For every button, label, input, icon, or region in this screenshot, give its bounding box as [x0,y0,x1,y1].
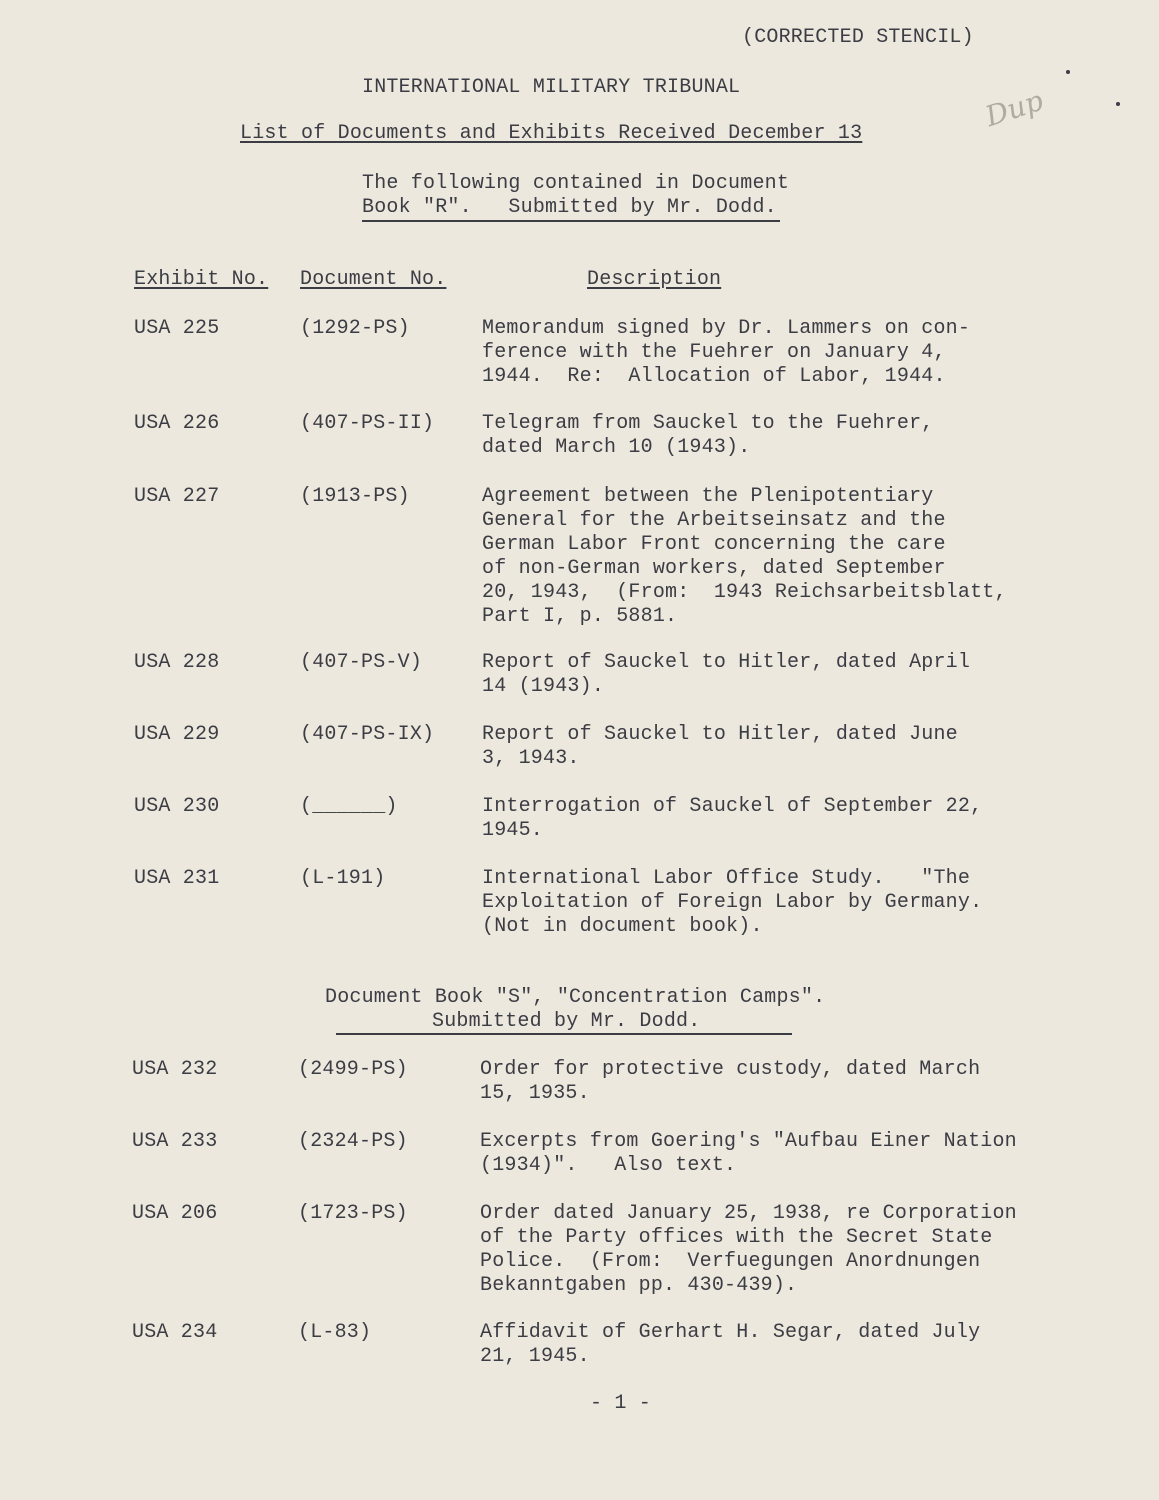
document-no: (2324-PS) [298,1130,408,1153]
exhibit-no: USA 233 [132,1130,218,1153]
exhibit-no: USA 229 [134,723,220,746]
description-line: 15, 1935. [480,1082,590,1105]
description-line: Order for protective custody, dated March [480,1058,981,1081]
document-title: INTERNATIONAL MILITARY TRIBUNAL [362,76,741,99]
exhibit-no: USA 230 [134,795,220,818]
document-subtitle: List of Documents and Exhibits Received December 13 [240,122,863,145]
section2-underline [336,1033,792,1035]
description-line: Exploitation of Foreign Labor by Germany. [482,891,983,914]
exhibit-no: USA 227 [134,485,220,508]
description-line: Report of Sauckel to Hitler, dated June [482,723,958,746]
section2-line1: Document Book "S", "Concentration Camps". [325,986,826,1009]
exhibit-no: USA 206 [132,1202,218,1225]
exhibit-no: USA 232 [132,1058,218,1081]
section1-line2: Book "R". Submitted by Mr. Dodd. [362,196,777,219]
document-no: (______) [300,795,398,818]
stamp-corrected-stencil: (CORRECTED STENCIL) [742,26,974,49]
description-line: General for the Arbeitseinsatz and the [482,509,946,532]
exhibit-no: USA 234 [132,1321,218,1344]
header-exhibit-no: Exhibit No. [134,268,269,291]
margin-note: Dup [981,83,1048,134]
exhibit-no: USA 231 [134,867,220,890]
description-line: 21, 1945. [480,1345,590,1368]
exhibit-no: USA 226 [134,412,220,435]
document-no: (407-PS-II) [300,412,435,435]
document-no: (407-PS-V) [300,651,423,674]
description-line: Report of Sauckel to Hitler, dated April [482,651,971,674]
document-no: (1723-PS) [298,1202,408,1225]
description-line: (Not in document book). [482,915,763,938]
description-line: of non-German workers, dated September [482,557,946,580]
header-document-no: Document No. [300,268,447,291]
description-line: Bekanntgaben pp. 430-439). [480,1274,798,1297]
description-line: 3, 1943. [482,747,580,770]
description-line: Memorandum signed by Dr. Lammers on con- [482,317,971,340]
description-line: Order dated January 25, 1938, re Corporation [480,1202,1017,1225]
document-no: (407-PS-IX) [300,723,435,746]
document-no: (L-83) [298,1321,372,1344]
section1-line1: The following contained in Document [362,172,790,195]
section1-underline [362,220,780,222]
document-no: (L-191) [300,867,386,890]
description-line: 1945. [482,819,544,842]
ink-speck [1116,102,1120,106]
header-description: Description [587,268,722,291]
ink-speck [1066,70,1070,74]
section2-line2: Submitted by Mr. Dodd. [432,1010,701,1033]
description-line: Agreement between the Plenipotentiary [482,485,934,508]
description-line: 20, 1943, (From: 1943 Reichsarbeitsblatt, [482,581,1007,604]
description-line: (1934)". Also text. [480,1154,737,1177]
description-line: Police. (From: Verfuegungen Anordnungen [480,1250,981,1273]
description-line: Interrogation of Sauckel of September 22, [482,795,983,818]
description-line: German Labor Front concerning the care [482,533,946,556]
description-line: Telegram from Sauckel to the Fuehrer, [482,412,934,435]
description-line: ference with the Fuehrer on January 4, [482,341,946,364]
description-line: 14 (1943). [482,675,605,698]
description-line: 1944. Re: Allocation of Labor, 1944. [482,365,946,388]
description-line: Part I, p. 5881. [482,605,678,628]
page-number: - 1 - [590,1392,652,1415]
document-no: (1292-PS) [300,317,410,340]
description-line: International Labor Office Study. "The [482,867,971,890]
exhibit-no: USA 225 [134,317,220,340]
description-line: Affidavit of Gerhart H. Segar, dated July [480,1321,981,1344]
exhibit-no: USA 228 [134,651,220,674]
description-line: Excerpts from Goering's "Aufbau Einer Nation [480,1130,1017,1153]
description-line: of the Party offices with the Secret State [480,1226,993,1249]
description-line: dated March 10 (1943). [482,436,751,459]
document-no: (1913-PS) [300,485,410,508]
document-no: (2499-PS) [298,1058,408,1081]
